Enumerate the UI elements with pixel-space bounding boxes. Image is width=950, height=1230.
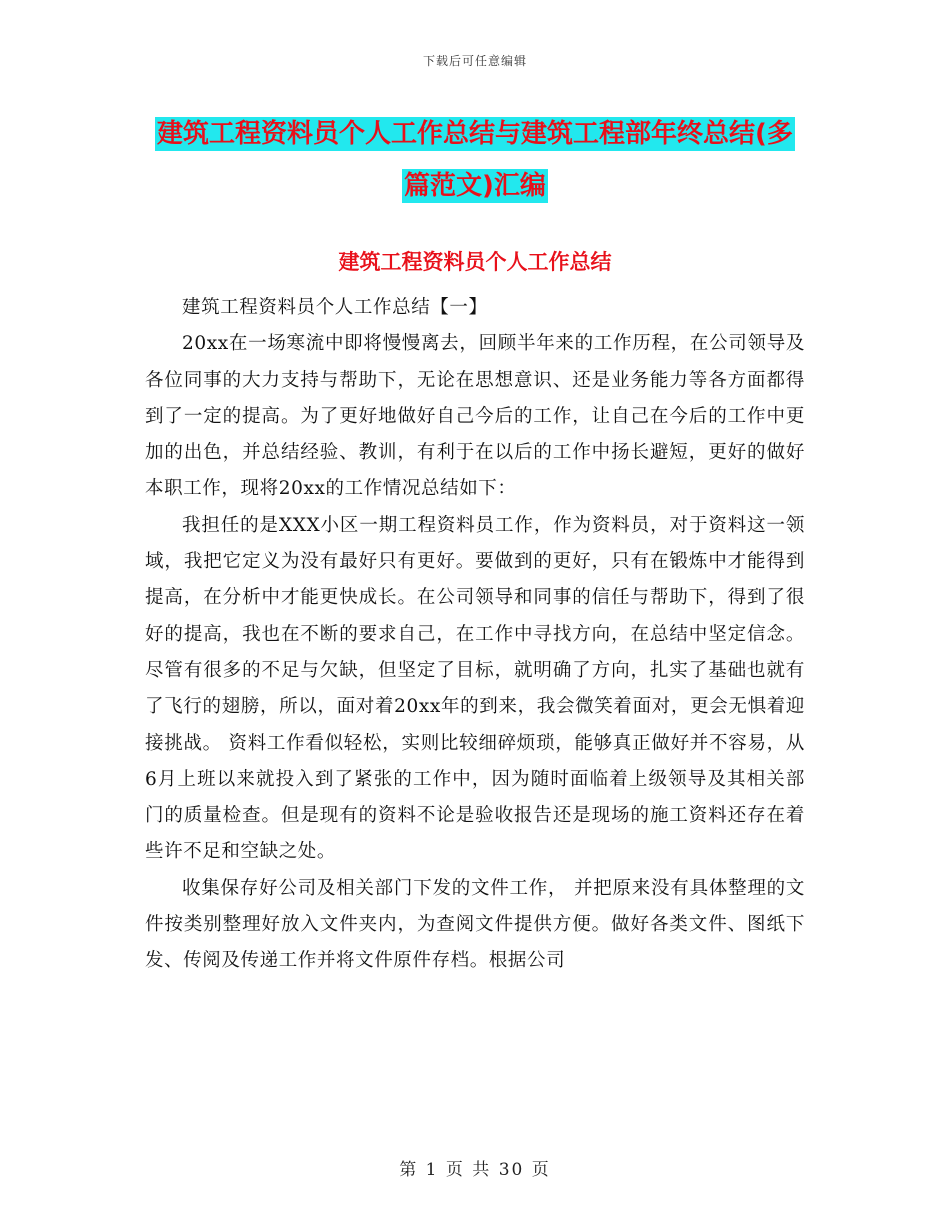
paragraph: 我担任的是XXX小区一期工程资料员工作，作为资料员，对于资料这一领域，我把它定义为没有最好只有更好。要做到的更好，只有在锻炼中才能得到提高，在分析中才能更快成长。在公司领导和同事的信任与帮助下，得到了很好的提高，我也在不断的要求自己，在工作中寻找方向，在总结中坚定信念。尽管有很多的不足与欠缺，但坚定了目标，就明确了方向，扎实了基础也就有了飞行的翅膀，所以，面对着20xx年的到来，我会微笑着面对，更会无惧着迎接挑战。 资料工作看似轻松，实则比较细碎烦琐，能够真正做好并不容易，从6月上班以来就投入到了紧张的工作中，因为随时面临着上级领导及其相关部门的质量检查。但是现有的资料不论是验收报告还是现场的施工资料还存在着些许不足和空缺之处。 [145,514,805,863]
page-header-note: 下载后可任意编辑 [422,54,527,68]
document-title [145,108,805,212]
paragraph: 20xx在一场寒流中即将慢慢离去，回顾半年来的工作历程，在公司领导及各位同事的大力支持与帮助下，无论在思想意识、还是业务能力等各方面都得到了一定的提高。为了更好地做好自己今后的工作，让自己在今后的工作中更加的出色，并总结经验、教训，有利于在以后的工作中扬长避短，更好的做好本职工作，现将20xx的工作情况总结如下： [145,333,805,500]
section-title: 建筑工程资料员个人工作总结 [338,250,612,274]
document-title-text: 建筑工程资料员个人工作总结与建筑工程部年终总结(多篇范文)汇编 [157,119,793,201]
document-body [145,290,805,980]
paragraph: 收集保存好公司及相关部门下发的文件工作， 并把原来没有具体整理的文件按类别整理好放入文件夹内，为查阅文件提供方便。做好各类文件、图纸下发、传阅及传递工作并将文件原件存档。根据公司 [145,877,805,972]
paragraph: 建筑工程资料员个人工作总结【一】 [182,297,488,318]
page-number: 第 1 页 共 30 页 [399,1160,551,1180]
